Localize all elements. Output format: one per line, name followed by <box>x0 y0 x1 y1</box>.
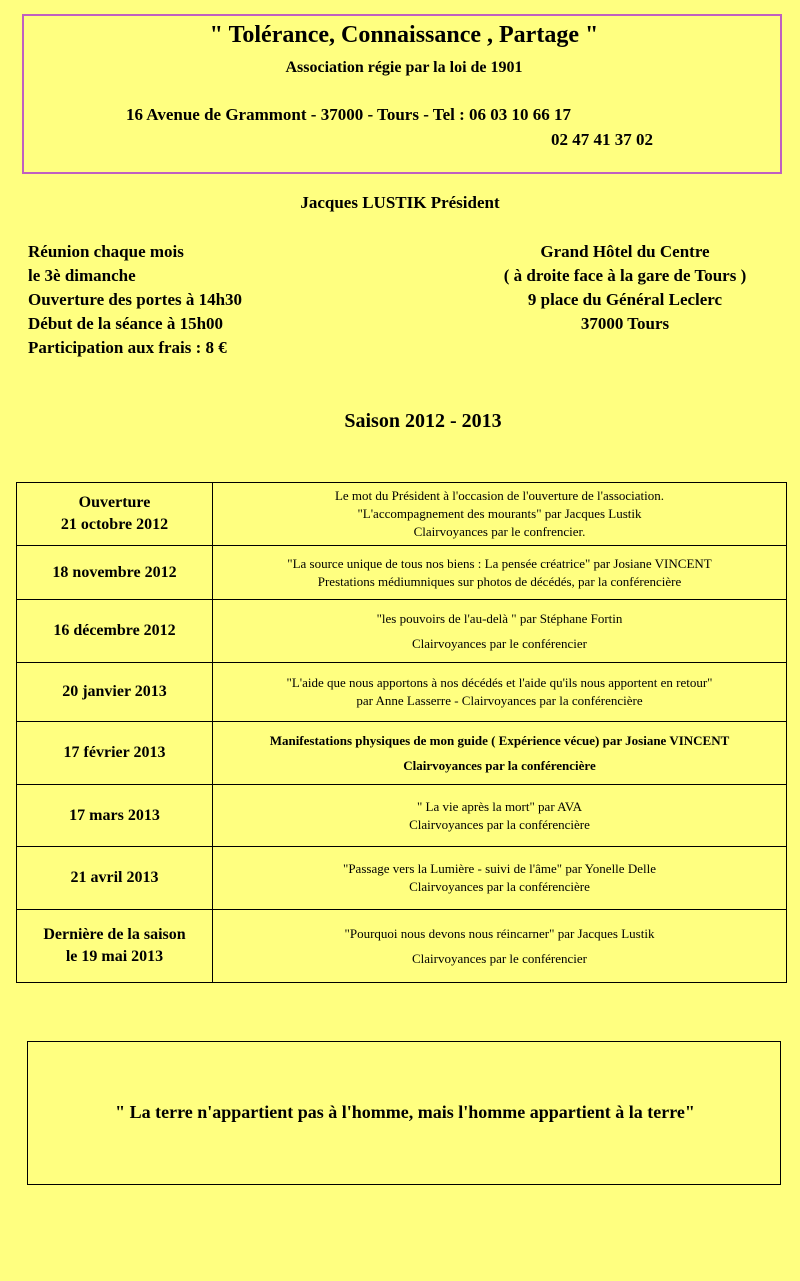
association-title: " Tolérance, Connaissance , Partage " <box>209 22 599 48</box>
table-row <box>17 847 787 910</box>
president-name: Jacques LUSTIK Président <box>300 193 500 212</box>
table-row <box>17 483 787 546</box>
venue-line: Grand Hôtel du Centre <box>540 242 710 261</box>
table-row <box>17 546 787 600</box>
session-date: Ouverture 21 octobre 2012 <box>17 483 213 546</box>
session-date: 18 novembre 2012 <box>17 546 213 600</box>
session-description: " La vie après la mort" par AVA Clairvoyances par la conférencière <box>213 785 787 847</box>
session-description: "Passage vers la Lumière - suivi de l'âme" par Yonelle Delle Clairvoyances par la conférencière <box>213 847 787 910</box>
association-phone-2: 02 47 41 37 02 <box>551 130 653 149</box>
meeting-line: Réunion chaque mois <box>28 242 184 261</box>
schedule-table <box>16 482 787 983</box>
meeting-line: le 3è dimanche <box>28 266 136 285</box>
session-description: Manifestations physiques de mon guide ( Expérience vécue) par Josiane VINCENT Clairvoyances par la conférencière <box>213 722 787 785</box>
association-subtitle: Association régie par la loi de 1901 <box>285 59 523 76</box>
table-row <box>17 722 787 785</box>
association-address: 16 Avenue de Grammont - 37000 - Tours - Tel : 06 03 10 66 17 <box>126 105 572 124</box>
meeting-line: Participation aux frais : 8 € <box>28 338 227 357</box>
session-description: "La source unique de tous nos biens : La pensée créatrice" par Josiane VINCENT Prestations médiumniques sur photos de décédés, par la conférencière <box>213 546 787 600</box>
session-description: "les pouvoirs de l'au-delà " par Stéphane Fortin Clairvoyances par le conférencier <box>213 600 787 663</box>
session-description: "L'aide que nous apportons à nos décédés et l'aide qu'ils nous apportent en retour" par Anne Lasserre - Clairvoyances par la conférencière <box>213 663 787 722</box>
session-description: Le mot du Président à l'occasion de l'ouverture de l'association. "L'accompagnement des mourants" par Jacques Lustik Clairvoyances par le confrencier. <box>213 483 787 546</box>
venue-info <box>460 240 790 336</box>
venue-line: 9 place du Général Leclerc <box>527 290 723 309</box>
quote-box <box>27 1041 781 1185</box>
session-date: 17 février 2013 <box>17 722 213 785</box>
session-date: 16 décembre 2012 <box>17 600 213 663</box>
season-title: Saison 2012 - 2013 <box>344 410 502 432</box>
session-date: Dernière de la saison le 19 mai 2013 <box>17 910 213 983</box>
venue-line: ( à droite face à la gare de Tours ) <box>503 266 747 285</box>
closing-quote: " La terre n'appartient pas à l'homme, mais l'homme appartient à la terre" <box>115 1102 695 1122</box>
session-description: "Pourquoi nous devons nous réincarner" par Jacques Lustik Clairvoyances par le conférencier <box>213 910 787 983</box>
venue-line: 37000 Tours <box>580 314 670 333</box>
session-date: 20 janvier 2013 <box>17 663 213 722</box>
session-date: 21 avril 2013 <box>17 847 213 910</box>
meeting-line: Ouverture des portes à 14h30 <box>28 290 243 309</box>
table-row <box>17 600 787 663</box>
table-row <box>17 663 787 722</box>
meeting-line: Début de la séance à 15h00 <box>28 314 224 333</box>
table-row <box>17 785 787 847</box>
association-header <box>22 14 782 174</box>
session-date: 17 mars 2013 <box>17 785 213 847</box>
meeting-info <box>28 240 242 360</box>
table-row <box>17 910 787 983</box>
